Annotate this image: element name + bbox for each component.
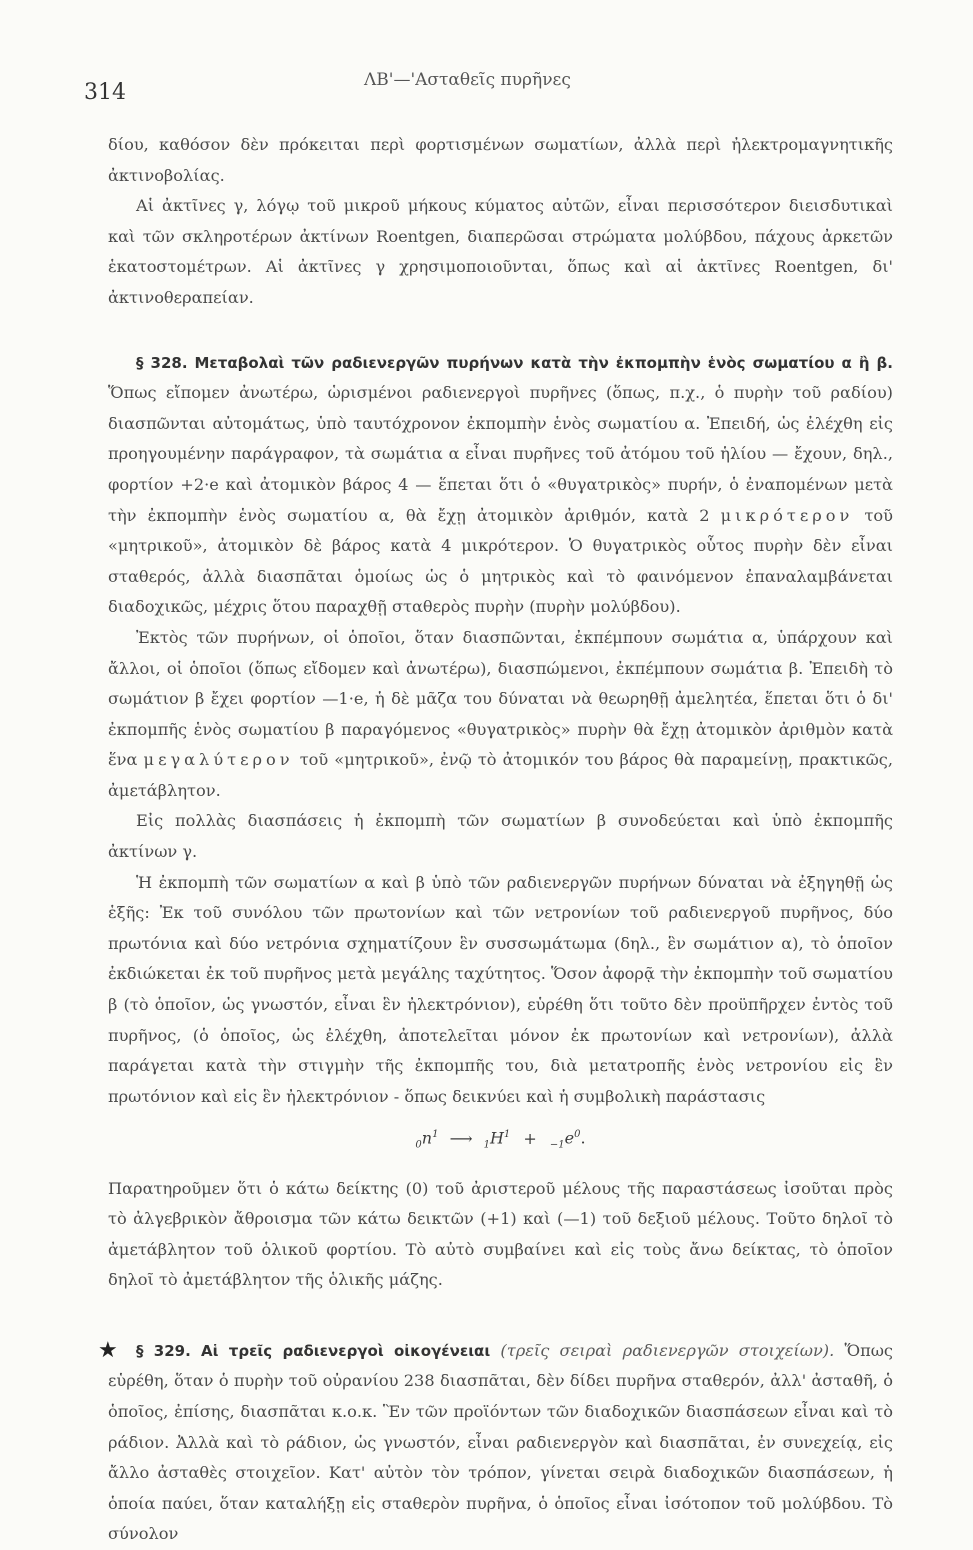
section-328-number: § 328. [136,353,188,372]
beta-text-a: Ἐκτὸς τῶν πυρήνων, οἱ ὁποῖοι, ὅταν διασπῶνται, ἐκπέμπουν σωμάτια α, ὑπάρχουν καὶ ἄλλοι, οἱ ὁποῖοι (ὅπως εἴδομεν καὶ ἀνωτέρω), διασπώμενοι, ἐκπέμπουν σωμάτια β. Ἐπειδὴ τὸ σωμάτιον β ἔχει φορτίον —1·e, ἡ δὲ μᾶζα του δύναται νὰ θεωρηθῇ ἀμελητέα, ἕπεται ὅτι ὁ δι' ἐκπομπῆς ἑνὸς σωματίου β παραγόμενος «θυγατρικὸς» πυρὴν θὰ ἔχῃ ἀτομικὸν ἀριθμὸν κατὰ ἕνα [108,627,893,770]
formula-lhs-sub: 0 [415,1139,422,1151]
spaced-word-smaller: μικρότερον [720,505,854,525]
section-329-title: Αἱ τρεῖς ραδιενεργοὶ οἰκογένειαι [201,1341,491,1360]
section-328-title: Μεταβολαὶ τῶν ραδιενεργῶν πυρήνων κατὰ τὴν ἐκπομπὴν ἑνὸς σωματίου α ἢ β. [194,353,893,372]
formula-lhs-base: n [421,1128,433,1148]
formula-end: . [580,1128,586,1148]
paragraph-beta-emission [108,623,893,807]
neutron-decay-formula [108,1120,893,1161]
formula-lhs-sup: 1 [432,1129,439,1141]
formula-arrow: ⟶ [449,1128,473,1148]
formula-rhs2-sub: −1 [549,1139,565,1151]
page-header [84,60,893,130]
section-328-text-a: Ὅπως εἴπομεν ἀνωτέρω, ὡρισμένοι ραδιενεργοὶ πυρῆνες (ὅπως, π.χ., ὁ πυρὴν τοῦ ραδίου) διασπῶνται αὐτομάτως, ὑπὸ ταυτόχρονον ἐκπομπὴν ἑνὸς σωματίου α. Ἐπειδή, ὡς ἐλέχθη εἰς προηγουμένην παράγραφον, τὰ σωμάτια α εἶναι πυρῆνες τοῦ ἀτόμου τοῦ ἡλίου — ἔχουν, δηλ., φορτίον +2·e καὶ ἀτομικὸν βάρος 4 — ἕπεται ὅτι ὁ «θυγατρικὸς» πυρήν, ὁ ἐναπομένων μετὰ τὴν ἐκπομπὴν ἑνὸς σωματίου α, θὰ ἔχῃ ἀτομικὸν ἀριθμόν, κατὰ 2 [108,383,893,525]
paragraph-explanation: Ἡ ἐκπομπὴ τῶν σωματίων α καὶ β ὑπὸ τῶν ραδιενεργῶν πυρήνων δύναται νὰ ἐξηγηθῇ ὡς ἑξῆς: Ἐκ τοῦ συνόλου τῶν πρωτονίων καὶ τῶν νετρονίων τοῦ ραδιενεργοῦ πυρῆνος, δύο πρωτόνια καὶ δύο νετρόνια σχηματίζουν ἓν συσσωμάτωμα (δηλ., ἓν σωμάτιον α), τὸ ὁποῖον ἐκδιώκεται ἐκ τοῦ πυρῆνος μετὰ μεγάλης ταχύτητος. Ὅσον ἀφορᾷ τὴν ἐκπομπὴν τοῦ σωματίου β (τὸ ὁποῖον, ὡς γνωστόν, εἶναι ἓν ἠλεκτρόνιον), εὑρέθη ὅτι τοῦτο δὲν προϋπῆρχεν ἐντὸς τοῦ πυρῆνος, (ὁ ὁποῖος, ὡς ἐλέχθη, ἀποτελεῖται μόνον ἐκ πρωτονίων καὶ νετρονίων), ἀλλὰ παράγεται κατὰ τὴν στιγμὴν τῆς ἐκπομπῆς του, διὰ μετατροπῆς ἑνὸς νετρονίου εἰς ἓν πρωτόνιον καὶ εἰς ἓν ἠλεκτρόνιον - ὅπως δεικνύει καὶ ἡ συμβολικὴ παράστασις [108,872,893,1106]
formula-rhs2-sup: 0 [574,1129,581,1141]
body-text [98,130,893,1550]
star-icon: ★ [98,1337,118,1363]
paragraph-indices: Παρατηροῦμεν ὅτι ὁ κάτω δείκτης (0) τοῦ ἀριστεροῦ μέλους τῆς παραστάσεως ἰσοῦται πρὸς τὸ ἀλγεβρικὸν ἄθροισμα τῶν κάτω δεικτῶν (+1) καὶ (—1) τοῦ δεξιοῦ μέλους. Τοῦτο δηλοῖ τὸ ἀμετάβλητον τοῦ ὁλικοῦ φορτίου. Τὸ αὐτὸ συμβαίνει καὶ εἰς τοὺς ἄνω δείκτας, τὸ ὁποῖον δηλοῖ τὸ ἀμετάβλητον τῆς ὁλικῆς μάζης. [108,1178,893,1290]
page-number: 314 [84,80,126,105]
section-328-text-b: τοῦ «μητρικοῦ», ἀτομικὸν δὲ βάρος κατὰ 4 μικρότερον. Ὁ θυγατρικὸς οὗτος πυρὴν δὲν εἶναι σταθερός, ἀλλὰ διασπᾶται ὁμοίως ὡς ὁ μητρικὸς καὶ τὸ φαινόμενον ἐπαναλαμβάνεται διαδοχικῶς, μέχρις ὅτου παραχθῇ σταθερὸς πυρὴν (πυρὴν μολύβδου). [108,505,893,617]
paragraph-gamma-accompany: Εἰς πολλὰς διασπάσεις ἡ ἐκπομπὴ τῶν σωματίων β συνοδεύεται καὶ ὑπὸ ἐκπομπῆς ἀκτίνων γ. [108,811,893,862]
formula-rhs1-base: H [489,1128,504,1148]
section-329-number: § 329. [136,1341,191,1360]
paragraph-gamma-rays: Αἱ ἀκτῖνες γ, λόγῳ τοῦ μικροῦ μήκους κύματος αὐτῶν, εἶναι περισσότερον διεισδυτικαὶ καὶ τῶν σκληροτέρων ἀκτίνων Roentgen, διαπερῶσαι στρώματα μολύβδου, πάχους ἀρκετῶν ἑκατοστομέτρων. Αἱ ἀκτῖνες γ χρησιμοποιοῦνται, ὅπως καὶ αἱ ἀκτῖνες Roentgen, δι' ἀκτινοθεραπείαν. [108,196,893,307]
paragraph-continued: δίου, καθόσον δὲν πρόκειται περὶ φορτισμένων σωματίων, ἀλλὰ περὶ ἠλεκτρομαγνητικῆς ἀκτινοβολίας. [108,135,893,185]
formula-rhs1-sub: 1 [483,1139,490,1151]
section-328 [108,348,893,623]
section-329-subtitle: (τρεῖς σειραὶ ραδιενεργῶν στοιχείων). [500,1340,835,1360]
section-329-text: Ὅπως εὑρέθη, ὅταν ὁ πυρὴν τοῦ οὐρανίου 238 διασπᾶται, δὲν δίδει πυρῆνα σταθερόν, ἀλλ' ἀσταθῆ, ὁ ὁποῖος, ἐπίσης, διασπᾶται κ.ο.κ. Ἓν τῶν προϊόντων τῶν διαδοχικῶν διασπάσεων εἶναι καὶ τὸ ράδιον. Ἀλλὰ καὶ τὸ ράδιον, ὡς γνωστόν, εἶναι ραδιενεργὸν καὶ διασπᾶται, ἐν συνεχείᾳ, εἰς ἄλλο ἀσταθὲς στοιχεῖον. Κατ' αὐτὸν τὸν τρόπον, γίνεται σειρὰ διαδοχικῶν διασπάσεων, ἡ ὁποία παύει, ὅταν καταλήξῃ εἰς σταθερὸν πυρῆνα, ὁ ὁποῖος εἶναι ἰσότοπον τοῦ μολύβδου. Τὸ σύνολον [108,1340,893,1544]
formula-rhs1-sup: 1 [503,1129,511,1141]
running-head: ΛΒ'—'Ασταθεῖς πυρῆνες [364,70,571,90]
section-329 [98,1336,893,1550]
spaced-word-larger: μεγαλύτερον [143,750,294,770]
beta-text-b: τοῦ «μητρικοῦ», ἐνῷ τὸ ἀτομικόν του βάρος θὰ παραμείνῃ, πρακτικῶς, ἀμετάβλητον. [108,750,893,800]
formula-rhs2-base: e [564,1128,575,1148]
formula-plus: + [523,1128,537,1148]
